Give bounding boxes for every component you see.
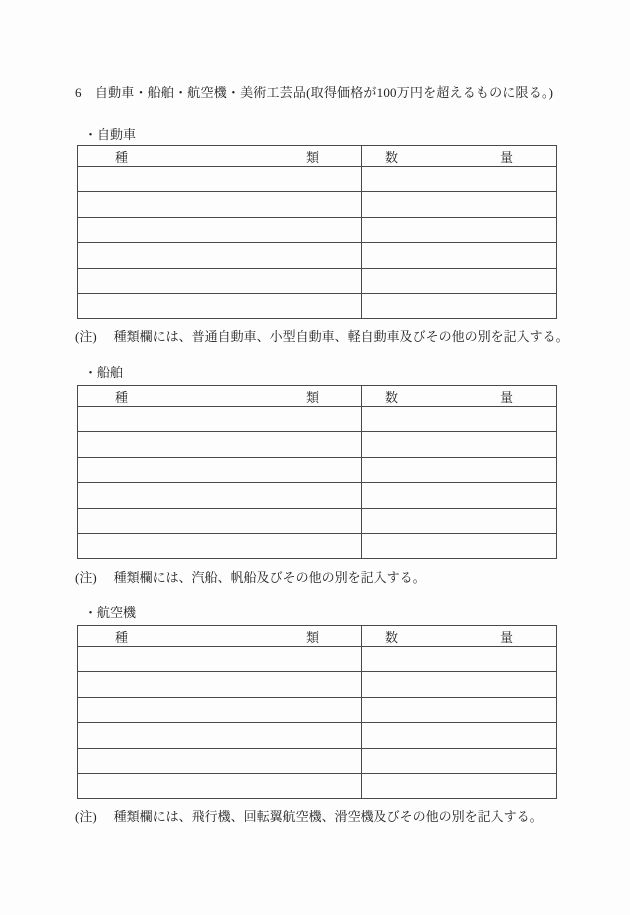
table-empty-row [78, 646, 556, 671]
table-empty-row [78, 406, 556, 431]
table-body [78, 166, 556, 318]
kind-cell [78, 218, 362, 242]
vessel-table [77, 385, 557, 559]
quantity-cell [362, 218, 556, 242]
header-char-kind-1: 種 [115, 389, 129, 405]
kind-cell [78, 294, 362, 318]
kind-cell [78, 243, 362, 267]
kind-cell [78, 269, 362, 293]
kind-cell [78, 432, 362, 456]
section-label-vessel: ・船舶 [84, 365, 124, 380]
kind-header-cell [78, 386, 362, 406]
section-label-automobile: ・自動車 [84, 127, 137, 142]
quantity-cell [362, 672, 556, 696]
table-empty-row [78, 722, 556, 747]
table-empty-row [78, 508, 556, 533]
kind-cell [78, 167, 362, 191]
header-char-qty-1: 数 [385, 149, 399, 165]
table-empty-row [78, 217, 556, 242]
quantity-cell [362, 458, 556, 482]
table-empty-row [78, 242, 556, 267]
header-char-kind-1: 種 [115, 629, 129, 645]
table-empty-row [78, 191, 556, 216]
kind-cell [78, 672, 362, 696]
table-header-row [78, 626, 556, 646]
quantity-cell [362, 294, 556, 318]
note-text: 種類欄には、飛行機、回転翼航空機、滑空機及びその他の別を記入する。 [113, 809, 543, 824]
note-text: 種類欄には、汽船、帆船及びその他の別を記入する。 [113, 570, 426, 585]
kind-cell [78, 458, 362, 482]
quantity-header-cell [362, 626, 556, 646]
note-prefix: (注) [75, 329, 97, 344]
table-header-row [78, 146, 556, 166]
header-char-qty-2: 量 [499, 389, 513, 405]
kind-cell [78, 774, 362, 798]
table-empty-row [78, 748, 556, 773]
quantity-cell [362, 698, 556, 722]
quantity-cell [362, 647, 556, 671]
quantity-header-cell [362, 386, 556, 406]
table-body [78, 406, 556, 558]
kind-header-cell [78, 626, 362, 646]
quantity-cell [362, 723, 556, 747]
table-empty-row [78, 268, 556, 293]
table-empty-row [78, 166, 556, 191]
aircraft-table [77, 625, 557, 799]
quantity-cell [362, 774, 556, 798]
document-title: 6 自動車・船舶・航空機・美術工芸品(取得価格が100万円を超えるものに限る。) [75, 85, 554, 100]
table-empty-row [78, 773, 556, 798]
header-char-kind-1: 種 [115, 149, 129, 165]
table-empty-row [78, 671, 556, 696]
kind-cell [78, 407, 362, 431]
quantity-cell [362, 509, 556, 533]
note-vessel [75, 567, 426, 586]
kind-cell [78, 647, 362, 671]
note-automobile [75, 326, 569, 345]
kind-header-cell [78, 146, 362, 166]
quantity-cell [362, 483, 556, 507]
note-prefix: (注) [75, 809, 97, 824]
header-char-qty-1: 数 [385, 629, 399, 645]
kind-cell [78, 723, 362, 747]
quantity-header-cell [362, 146, 556, 166]
header-char-kind-2: 類 [305, 389, 319, 405]
table-body [78, 646, 556, 798]
section-label-aircraft: ・航空機 [84, 605, 137, 620]
header-char-kind-2: 類 [305, 149, 319, 165]
quantity-cell [362, 192, 556, 216]
note-text: 種類欄には、普通自動車、小型自動車、軽自動車及びその他の別を記入する。 [113, 329, 569, 344]
header-char-qty-1: 数 [385, 389, 399, 405]
quantity-cell [362, 534, 556, 558]
table-empty-row [78, 533, 556, 558]
note-prefix: (注) [75, 570, 97, 585]
table-header-row [78, 386, 556, 406]
kind-cell [78, 509, 362, 533]
table-empty-row [78, 293, 556, 318]
kind-cell [78, 698, 362, 722]
kind-cell [78, 483, 362, 507]
table-empty-row [78, 697, 556, 722]
note-aircraft [75, 806, 543, 825]
table-empty-row [78, 457, 556, 482]
quantity-cell [362, 243, 556, 267]
quantity-cell [362, 749, 556, 773]
table-empty-row [78, 431, 556, 456]
quantity-cell [362, 167, 556, 191]
quantity-cell [362, 269, 556, 293]
header-char-kind-2: 類 [305, 629, 319, 645]
kind-cell [78, 749, 362, 773]
kind-cell [78, 534, 362, 558]
kind-cell [78, 192, 362, 216]
header-char-qty-2: 量 [499, 149, 513, 165]
automobile-table [77, 145, 557, 319]
header-char-qty-2: 量 [499, 629, 513, 645]
table-empty-row [78, 482, 556, 507]
quantity-cell [362, 432, 556, 456]
quantity-cell [362, 407, 556, 431]
